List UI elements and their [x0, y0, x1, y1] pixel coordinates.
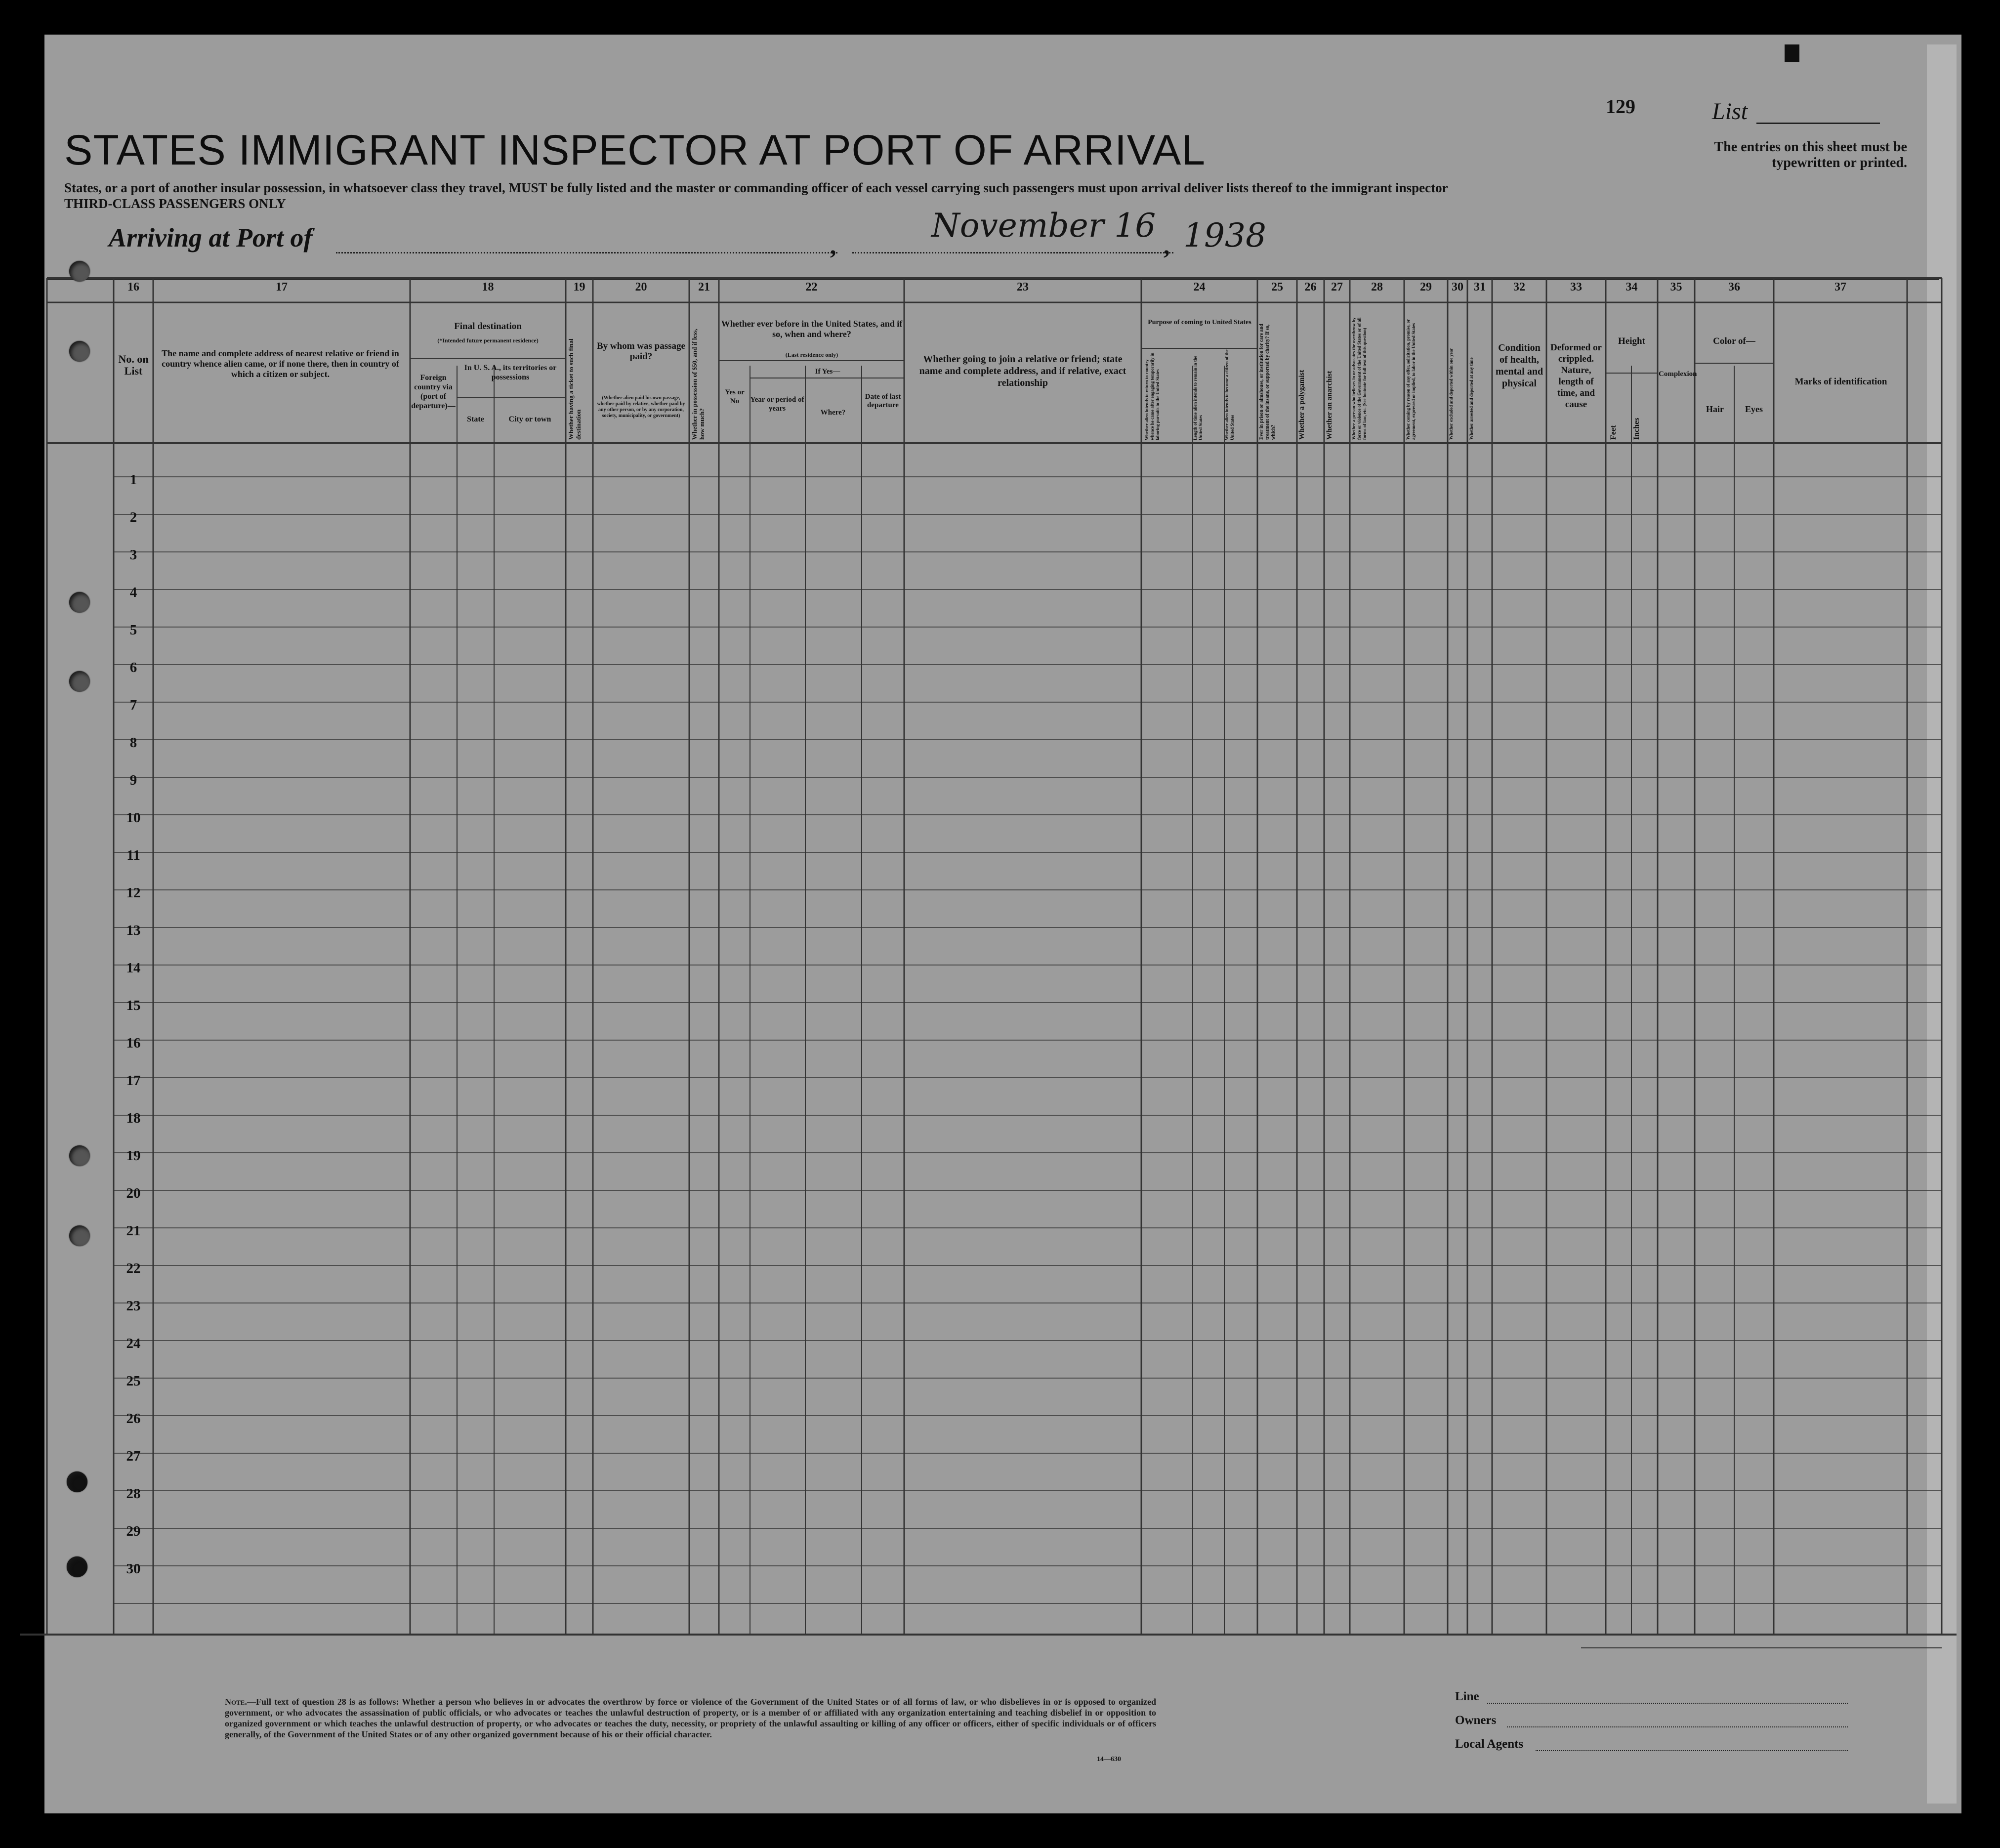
row-number: 17	[126, 1073, 141, 1089]
column-number: 30	[1452, 281, 1463, 294]
subheader-feet: Feet	[1609, 425, 1618, 440]
column-header-color-of: Color of—	[1713, 336, 1755, 346]
column-header-nearest-relative: The name and complete address of nearest relative or friend in country whence alien came, or if none there, then in country of which a citizen or subject.	[162, 348, 399, 379]
column-number: 25	[1271, 281, 1283, 294]
column-number: 18	[482, 281, 494, 294]
column-header-list-number: No. on List	[118, 353, 149, 377]
subheader-yes-or-no: Yes or No	[725, 388, 745, 405]
binder-hole	[67, 1471, 87, 1492]
column-number: 27	[1331, 281, 1343, 294]
column-header-purpose: Purpose of coming to United States	[1148, 319, 1251, 326]
typewritten-instruction: The entries on this sheet must be typewritten or printed.	[1714, 139, 1907, 170]
binder-hole	[69, 261, 90, 282]
handwritten-year: 1938	[1183, 216, 1266, 254]
binder-hole	[69, 592, 90, 613]
row-number: 15	[126, 998, 141, 1013]
subheader-hair: Hair	[1706, 404, 1724, 414]
column-header-marks-identification: Marks of identification	[1794, 377, 1887, 387]
row-number: 9	[129, 772, 137, 788]
purpose-citizen-subheader: Whether alien intends to become a citizen of the United States	[1224, 349, 1235, 440]
column-header-question-28: Whether a person who believes in or advocates the overthrow by force or violence of the Government of the United States or of all forms of law, etc. (See footnote for full text of this question)	[1351, 317, 1367, 440]
column-number: 32	[1513, 281, 1525, 294]
column-header-anarchist: Whether an anarchist	[1326, 371, 1333, 440]
row-number: 22	[126, 1260, 141, 1276]
line-label: Line	[1455, 1690, 1479, 1703]
row-number: 18	[126, 1110, 141, 1126]
column-header-labor-offer: Whether coming by reason of any offer, solicitation, promise, or agreement, expressed or implied, to labor in the United States	[1406, 319, 1416, 440]
final-destination-note: (*Intended future permanent residence)	[437, 337, 539, 344]
subheader-if-yes: If Yes—	[815, 368, 840, 376]
column-number: 26	[1304, 281, 1317, 294]
subheader-inches: Inches	[1632, 418, 1641, 440]
agents-signature-line	[1536, 1750, 1848, 1751]
column-number: 22	[805, 281, 818, 294]
column-header-polygamist: Whether a polygamist	[1298, 370, 1306, 440]
row-number: 6	[129, 660, 137, 675]
subheader-state: State	[467, 415, 484, 423]
row-number: 4	[129, 585, 137, 600]
row-number: 21	[126, 1223, 141, 1239]
comma-separator: ,	[830, 232, 836, 259]
binder-hole	[69, 1145, 90, 1166]
column-header-excluded: Whether excluded and deported within one year	[1449, 348, 1454, 440]
column-number: 35	[1670, 281, 1682, 294]
column-number: 24	[1193, 281, 1206, 294]
question-28-footnote	[225, 1696, 1156, 1740]
column-header-passage-paid: By whom was passage paid?	[597, 341, 685, 362]
column-number: 29	[1420, 281, 1432, 294]
column-header-previously-in-us: Whether ever before in the United States, and if so, when and where?	[721, 319, 903, 339]
purpose-return-subheader: Whether alien intends to return to country whence he came after engaging temporarily in laboring pursuits in the United States	[1144, 352, 1160, 440]
arriving-port-label: Arriving at Port of	[109, 223, 313, 252]
column-number: 23	[1017, 281, 1029, 294]
column-number: 17	[276, 281, 288, 294]
subheader-year-or-period: Year or period of years	[750, 396, 804, 413]
column-number: 20	[635, 281, 647, 294]
column-number: 31	[1474, 281, 1486, 294]
form-title: STATES IMMIGRANT INSPECTOR AT PORT OF ARRIVAL	[64, 126, 1206, 174]
purpose-length-subheader: Length of time alien intends to remain in the United States	[1193, 356, 1203, 440]
column-header-health: Condition of health, mental and physical	[1495, 342, 1543, 389]
row-number: 26	[126, 1411, 141, 1427]
row-number: 25	[126, 1373, 141, 1389]
row-number: 7	[129, 697, 137, 713]
row-number: 28	[126, 1486, 141, 1502]
comma-separator: ,	[1164, 232, 1170, 259]
row-number: 27	[126, 1448, 141, 1464]
subheader-date-of-last-departure: Date of last departure	[865, 393, 901, 409]
row-number: 23	[126, 1298, 141, 1314]
row-number: 24	[126, 1336, 141, 1351]
column-number: 19	[573, 281, 585, 294]
local-agents-label: Local Agents	[1455, 1737, 1524, 1751]
row-number: 11	[126, 847, 140, 863]
row-number: 16	[126, 1035, 141, 1051]
handwritten-date: November 16	[931, 207, 1156, 245]
row-number: 19	[126, 1148, 141, 1164]
column-header-ticket: Whether having a ticket to such final destination	[567, 338, 582, 440]
row-number: 20	[126, 1185, 141, 1201]
row-number: 30	[126, 1561, 141, 1577]
row-number: 1	[129, 472, 137, 488]
column-number: 34	[1625, 281, 1638, 294]
row-number: 14	[126, 960, 141, 976]
binder-hole	[69, 1225, 90, 1246]
subheader-city-or-town: City or town	[508, 415, 551, 423]
column-number: 36	[1728, 281, 1740, 294]
column-number: 37	[1834, 281, 1846, 294]
binder-hole	[69, 671, 90, 692]
binder-hole	[69, 341, 90, 362]
row-number: 29	[126, 1523, 141, 1539]
form-number: 14—630	[1097, 1756, 1121, 1763]
column-header-complexion: Complexion	[1659, 370, 1697, 378]
subheader-foreign-country: Foreign country via (port of departure)—	[411, 374, 456, 410]
subheader-where: Where?	[820, 409, 846, 417]
row-number: 8	[129, 735, 137, 751]
passenger-class-line: THIRD-CLASS PASSENGERS ONLY	[64, 196, 286, 211]
note-label: Note.	[225, 1697, 247, 1707]
column-header-final-destination: Final destination	[454, 321, 522, 332]
row-number: 3	[129, 547, 137, 563]
column-header-prison: Ever in prison or almshouse, or institution for care and treatment of the insane, or supported by charity? If so, which?	[1259, 324, 1276, 440]
column-header-deported: Whether arrested and deported at any time	[1469, 357, 1474, 440]
column-number: 16	[127, 281, 139, 294]
column-number: 33	[1570, 281, 1582, 294]
owners-label: Owners	[1455, 1714, 1497, 1727]
note-text: —Full text of question 28 is as follows: Whether a person who believes in or advocates the overthrow by force or violence of the Government of the United States or of all forms of law, or who disbelieves in or is opposed to organized government, or who advocates the assassination of public officials, or who advocates or teaches the unlawful destruction of property, or is a member of or affiliated with any organization entertaining and teaching disbelief in or opposition to organized government or which teaches the unlawful destruction of property, or who advocates or teaches the duty, necessity, or propriety of the unlawful assaulting or killing of any officer or officers, either of specific individuals or of officers generally, of the Government of the United States or of any other organized government because of his or their official character.	[225, 1697, 1156, 1739]
row-number: 12	[126, 885, 141, 901]
list-label: List	[1712, 98, 1748, 125]
column-number: 21	[698, 281, 710, 294]
owners-signature-line	[1507, 1726, 1848, 1727]
page-number: 129	[1606, 95, 1635, 118]
passage-paid-note: (Whether alien paid his own passage, whether paid by relative, whether paid by any other person, or by any corporation, society, municipality, or government)	[597, 395, 685, 419]
column-header-height: Height	[1618, 336, 1645, 346]
form-instruction-line: States, or a port of another insular possession, in whatsoever class they travel, MUST be fully listed and the master or commanding officer of each vessel carrying such passengers must upon arrival deliver lists thereof to the immigrant inspector	[64, 180, 1448, 195]
row-number: 5	[129, 622, 137, 638]
previously-in-us-note: (Last residence only)	[785, 351, 838, 358]
column-header-possession-fifty: Whether in possession of $50, and if less, how much?	[691, 329, 706, 440]
line-signature-line	[1487, 1703, 1848, 1704]
subheader-in-usa: In U. S. A., its territories or possessions	[464, 364, 557, 381]
binder-hole	[67, 1556, 87, 1577]
row-number: 13	[126, 923, 141, 938]
row-number: 10	[126, 810, 141, 826]
column-number: 28	[1371, 281, 1383, 294]
subheader-eyes: Eyes	[1745, 404, 1763, 414]
column-header-joining-relative: Whether going to join a relative or friend; state name and complete address, and if relative, exact relationship	[919, 354, 1126, 388]
row-number: 2	[129, 509, 137, 525]
column-header-deformed: Deformed or crippled. Nature, length of time, and cause	[1550, 342, 1602, 410]
